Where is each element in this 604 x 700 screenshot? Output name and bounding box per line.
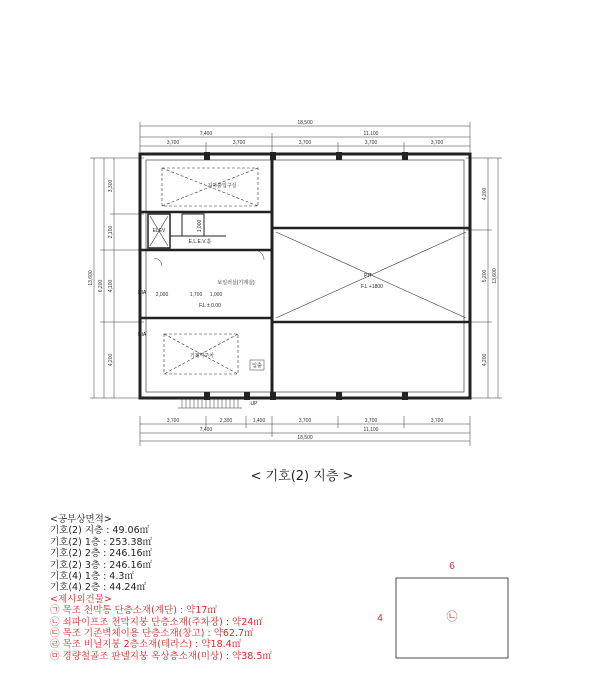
room-label-bottom: 기계식주차 bbox=[189, 353, 215, 359]
door-label: 입출 bbox=[252, 363, 262, 369]
sketch-mark: ㉡ bbox=[446, 610, 458, 623]
legend-extra-row: ㉤ 경량철골조 판넬지붕 옥상층소재(미상) : 약38.5㎡ bbox=[50, 650, 272, 662]
dim-top-seg: 3,700 bbox=[364, 140, 378, 146]
room-label-small: 1,000 bbox=[197, 219, 203, 233]
legend-extra-heading: <제시외건물> bbox=[50, 593, 112, 605]
dia-left: DIA bbox=[137, 290, 147, 296]
legend-area-row: 기호(2) 지층 : 49.06㎡ bbox=[50, 525, 150, 537]
mid-dim: 1,700 bbox=[189, 292, 203, 298]
dim-right-seg: 5,200 bbox=[482, 269, 488, 283]
dim-top-total: 18,500 bbox=[297, 120, 313, 126]
legend-extra-row: ㉣ 목조 비닐지붕 2층소재(테라스) : 약18.4㎡ bbox=[50, 639, 242, 651]
mid-dim: 1,000 bbox=[209, 292, 223, 298]
dim-bottom-right: 11,100 bbox=[363, 427, 379, 433]
mid-dim: 2,000 bbox=[155, 292, 169, 298]
drawing-caption: < 기호(2) 지층 > bbox=[250, 469, 354, 484]
legend-area-row: 기호(4) 1층 : 4.3㎡ bbox=[50, 571, 134, 583]
dim-bottom-seg: 2,300 bbox=[219, 418, 233, 424]
room-label-top: 지하출입구실 bbox=[207, 183, 237, 189]
dim-top-seg: 3,700 bbox=[298, 140, 312, 146]
room-label-elev: ELEV bbox=[152, 228, 166, 234]
mid-fl: F.L ± 0.00 bbox=[199, 303, 221, 309]
dim-right-outer: 13,600 bbox=[492, 268, 498, 284]
dim-left-mid: 6,200 bbox=[98, 279, 104, 293]
dim-top-seg: 3,700 bbox=[430, 140, 444, 146]
dim-top-seg: 3,700 bbox=[166, 140, 180, 146]
dim-left-seg: 3,300 bbox=[108, 179, 114, 193]
legend-extra-row: ㉠ 목조 천막통 단층소재(계단) : 약17㎡ bbox=[50, 605, 217, 617]
room-label-mid: 보일러실(기계실) bbox=[217, 280, 255, 286]
extra-building-outline bbox=[396, 578, 508, 658]
dim-left-seg: 4,100 bbox=[108, 279, 114, 293]
legend-area-row: 기호(2) 3층 : 246.16㎡ bbox=[50, 559, 153, 571]
dim-top-seg: 3,700 bbox=[232, 140, 246, 146]
dim-left-seg: 2,100 bbox=[108, 225, 114, 239]
legend-area-row: 기호(4) 2층 : 44.24㎡ bbox=[50, 582, 146, 594]
dim-left-outer: 13,600 bbox=[88, 270, 94, 286]
pit-fl: F.L +1800 bbox=[361, 284, 383, 290]
dim-bottom-seg: 3,700 bbox=[166, 418, 180, 424]
dim-top-right: 11,100 bbox=[363, 131, 379, 137]
dim-bottom-seg: 3,700 bbox=[364, 418, 378, 424]
legend-extra-row: ㉢ 목조 기존벽체이용 단층소재(창고) : 약62.7㎡ bbox=[50, 628, 254, 640]
dia-mid: DIA bbox=[137, 332, 147, 338]
dim-right-seg: 4,200 bbox=[482, 353, 488, 367]
legend-area-row: 기호(2) 2층 : 246.16㎡ bbox=[50, 548, 153, 560]
sketch-height-label: 4 bbox=[377, 613, 383, 624]
dim-bottom-left: 7,400 bbox=[199, 427, 213, 433]
dim-bottom-total: 18,500 bbox=[297, 435, 313, 441]
room-label-hall: E.L.E.V.홀 bbox=[188, 239, 212, 245]
area-legend bbox=[50, 514, 370, 662]
legend-area-row: 기호(2) 1층 : 253.38㎡ bbox=[50, 536, 153, 548]
legend-extra-row: ㉡ 쇠파이프조 천막지붕 단층소재(주차장) : 약24㎡ bbox=[50, 616, 263, 628]
dim-bottom-seg: 1,400 bbox=[252, 418, 266, 424]
dim-bottom-seg: 3,700 bbox=[430, 418, 444, 424]
dim-left-seg: 4,200 bbox=[108, 353, 114, 367]
up-label: UP bbox=[250, 401, 258, 407]
legend-heading: <공부상면적> bbox=[50, 514, 112, 525]
dim-right-seg: 4,200 bbox=[482, 187, 488, 201]
sketch-width-label: 6 bbox=[449, 561, 455, 572]
dim-bottom-seg: 3,700 bbox=[298, 418, 312, 424]
dim-top-left: 7,400 bbox=[199, 131, 213, 137]
room-label-pit: PIT bbox=[364, 273, 372, 279]
